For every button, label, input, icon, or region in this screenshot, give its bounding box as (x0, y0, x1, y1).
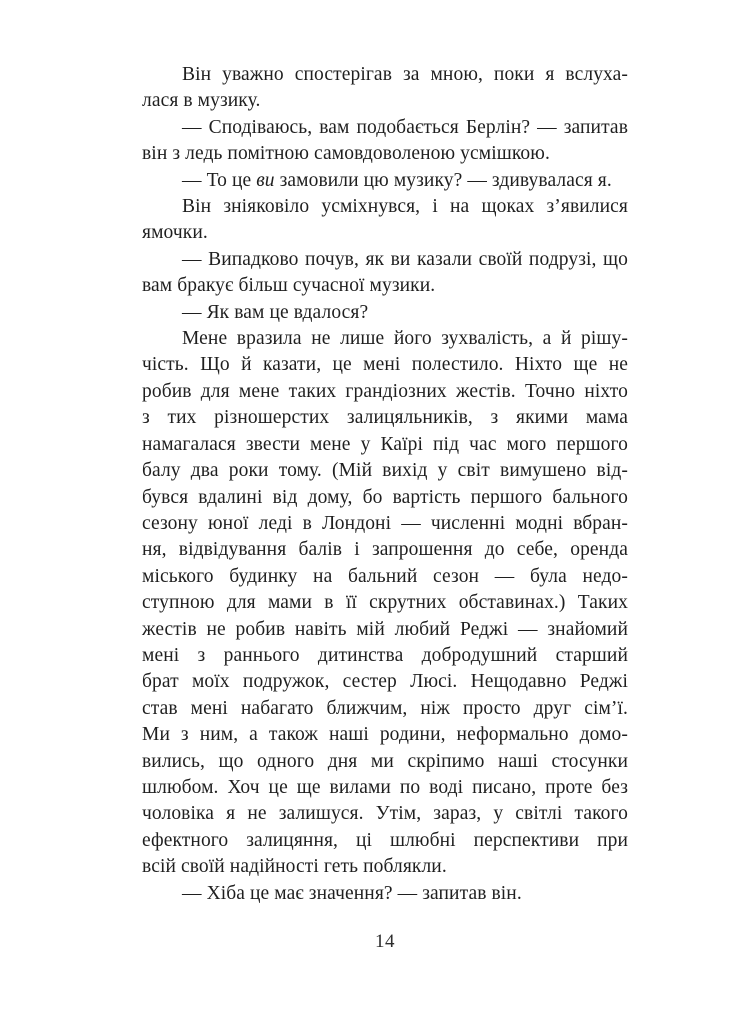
text-line: Він зніяковіло усміхнувся, і на щоках з’явилися (182, 196, 628, 218)
text-line: вились, що одного дня ми скріпимо наші стосунки (142, 750, 628, 772)
text-line: сезону юної леді в Лондоні — численні модні вбран- (142, 512, 628, 534)
text-line: брат моїх подружок, сестер Люсі. Нещодавно Реджі (142, 671, 628, 693)
text-line: бувся вдалині від дому, бо вартість першого бального (142, 486, 628, 508)
text-line: — Хіба це має значення? — запитав він. (182, 882, 522, 904)
text-segment: — То це (182, 169, 257, 191)
text-line: Ми з ним, а також наші родини, неформально домо- (142, 724, 628, 746)
text-line: чоловіка я не залишуся. Утім, зараз, у світлі такого (142, 803, 628, 825)
text-line: робив для мене таких грандіозних жестів. Точно ніхто (142, 380, 628, 402)
text-line: міського будинку на бальний сезон — була недо- (142, 565, 628, 587)
text-line: балу два роки тому. (Мій вихід у світ вимушено від- (142, 460, 628, 482)
text-line: мені з раннього дитинства добродушний старший (142, 644, 628, 666)
text-line: він з ледь помітною самовдоволеною усмішкою. (142, 143, 550, 165)
text-line: всій своїй надійності геть поблякли. (142, 856, 447, 878)
page-text (142, 62, 628, 907)
text-line: — Випадково почув, як ви казали своїй подрузі, що (182, 248, 628, 270)
text-line: ня, відвідування балів і запрошення до себе, оренда (142, 539, 628, 561)
text-line: — Сподіваюсь, вам подобається Берлін? — запитав (182, 116, 628, 138)
text-line: ступною для мами в її скрутних обставинах.) Таких (142, 592, 628, 614)
text-line: вам бракує більш сучасної музики. (142, 275, 436, 297)
text-line: ямочки. (142, 222, 208, 244)
text-line: став мені набагато ближчим, ніж просто друг сім’ї. (142, 697, 628, 719)
page-number: 14 (375, 931, 395, 952)
text-segment: замовили цю музику? — здивувалася я. (274, 169, 612, 191)
text-line: чість. Що й казати, це мені полестило. Ніхто ще не (142, 354, 628, 376)
text-line: Він уважно спостерігав за мною, поки я вслуха- (182, 64, 628, 85)
text-line: жестів не робив навіть мій любий Реджі — знайомий (142, 618, 628, 640)
text-line: — Як вам це вдалося? (182, 301, 369, 323)
text-line: намагалася звести мене у Каїрі під час мого першого (142, 433, 628, 455)
text-line: шлюбом. Хоч це ще вилами по воді писано, проте без (142, 776, 628, 798)
text-line: Мене вразила не лише його зухвалість, а й рішу- (182, 328, 628, 350)
italic-text: ви (256, 169, 275, 191)
text-line: ефектного залицяння, ці шлюбні перспективи при (142, 829, 628, 851)
text-line: лася в музику. (142, 90, 261, 112)
text-line (142, 168, 628, 194)
text-line: з тих різношерстих залицяльників, з якими мама (142, 407, 628, 429)
